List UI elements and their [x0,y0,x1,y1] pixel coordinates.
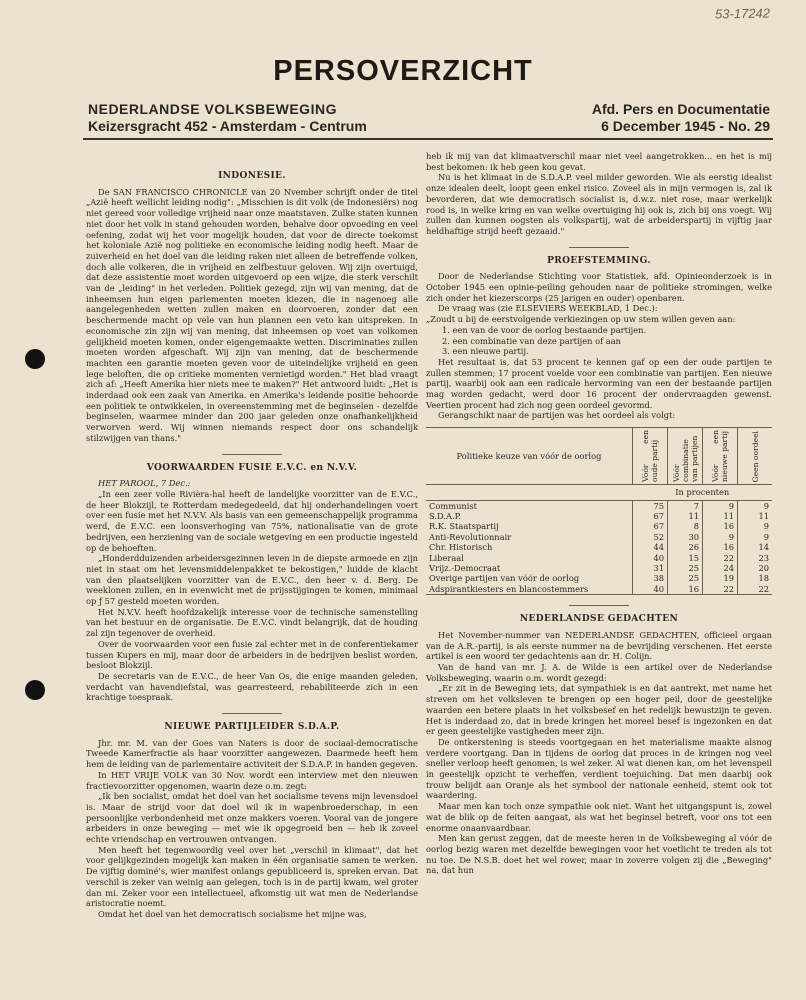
paragraph: „Honderdduizenden arbeidersgezinnen leven in de diepste armoede en zijn niet in staat om het levensmiddelenpakket te bekostigen," luidde de klacht van den plaatselijken voorzitter van de E.V.C., den heer v. d. Berg. De weeklonen zullen, en in evenwicht met de prijsstijgingen te komen, minimaal op ƒ 57 gesteld moeten worden. [86,553,418,607]
left-column [86,151,418,920]
source-line: HET PAROOL, 7 Dec.: [98,478,191,489]
cell: 18 [738,573,773,583]
table-header: Vóór een oude partij [633,428,668,485]
cell-party: Overige partijen van vóór de oorlog [429,573,580,584]
cell: 52 [633,532,668,542]
header-rule [83,138,773,140]
paragraph: Het November-nummer van NEDERLANDSE GEDACHTEN, officieel orgaan van de A.R.-partij, is als eerste nummer na de bevrijding verschenen. Het eerste artikel is een woord ter gedachtenis aan dr. H. Colijn. [426,629,772,662]
dept-block [592,101,770,135]
paragraph: „Er zit in de Beweging iets, dat sympathiek is en dat aantrekt, met name het streven om het volksleven te brengen op een hoger peil, door de geestelijke waarden een betere plaats in het volksbesef en het redelijk bewustzijn te geven. Het is inderdaad zo, dat in brede kringen het moreel besef is ingezonken en dat er geen geestelijke vastigheden meer zijn. [426,683,772,737]
cell-party: Communist [429,500,478,511]
cell: 40 [633,584,668,595]
paragraph: In HET VRIJE VOLK van 30 Nov. wordt een interview met den nieuwen fractievoorzitter opgenomen, waarin deze o.m. zegt: [86,769,418,791]
cell: 25 [668,563,703,573]
dept-name: Afd. Pers en Documentatie [591,101,770,117]
cell: 19 [703,573,738,583]
table-row [426,500,772,511]
section-title: INDONESIE. [218,171,286,181]
paragraph: Door de Nederlandse Stichting voor Statistiek, afd. Opinieonderzoek is in October 1945 een opinie-peiling gehouden naar de politieke stromingen, welke zich onder het kiezerscorps (25 jarigen en ouder) openbaren. [426,271,772,303]
paragraph: „Zoudt u bij de eerstvolgende verkiezingen op uw stem willen geven aan: [426,314,736,325]
section-title: VOORWAARDEN FUSIE E.V.C. en N.V.V. [146,462,358,473]
cell-party: R.K. Staatspartij [429,521,499,532]
punch-hole [25,349,45,369]
paragraph: Men heeft het tegenwoordig veel over het „verschil in klimaat", dat het voor gelijkgezinden mogelijk kan maken in één organisatie samen te werken. De vijftig dominé's, wier manifest onlangs gepubliceerd is, spreken ervan. Dat verschil is zeker van weinig aan gelegen, toch is in de partij kwam, wel groter dan mi. Zeker voor een intellectueel, afkomstig uit wat men de Nederlandse aristocratie noemt. [86,844,418,909]
right-column [426,151,772,876]
table-row [426,584,772,595]
list-item: 2. een combinatie van deze partijen of aan [442,335,622,346]
cell: 15 [668,553,703,563]
section-title: PROEFSTEMMING. [547,255,651,266]
list-item: 3. een nieuwe partij. [442,346,529,357]
cell: 67 [633,521,668,531]
cell: 9 [703,532,738,542]
paragraph: „Ik ben socialist, omdat het doel van het socialisme tevens mijn levensdoel is. Maar de strijd voor dat doel wil ik in wapenbroederschap, in een persoonlijke verbondenheid met onze makkers voeren. Vooral van de jongere arbeiders in onze beweging — met wie ik opgegroeid ben — heb ik zoveel echte vriendschap en vertrouwen ontvangen. [86,791,418,845]
cell: 67 [633,511,668,521]
paragraph: De SAN FRANCISCO CHRONICLE van 20 Nvember schrijft onder de titel „Azië heeft wellicht leiding nodig": „Misschien is dit volk (de Indonesiërs) nog niet gereed voor volledige vrijheid naar onze maatstaven. Zulke staten kunnen niet door het volk in stand gehouden worden, behalve door opvoeding en veel oefening, zodat wij het voor mogelijk houden, dat voor de directe toekomst het koloniale Azië nog politieke en economische leiding nodig heeft. Maar de zuiverheid en het doel van die leiding raken niet alleen de betreffende volken, doch alle volkeren, die in vrijheid en zelfbestuur geloven. Wij zijn overtuigd, dat deze assistentie moet worden uitgevoerd op een wijze, die sterk verschilt van de „leiding" in het verleden. Politiek gezegd, zijn wij van mening, dat de inheemsen hun eigen parlementen moeten kiezen, die in nagenoeg alle aangelegenheden wetten zullen maken en doorvoeren, zonder dat een beschermende macht op vele van hun plannen een veto kan uitspreken. In economische zin zijn wij van mening, dat inheemsen op voet van volkomen gelijkheid moeten komen, onder eigengemaakte wetten. Discriminaties zullen moeten worden afgeschaft. Wij zijn van mening, dat de beschermende machten een garantie moeten geven voor de uiteindelijke vrijheid en geen lege beloften, die op critieke momenten vernietigd worden." Het blad vraagt zich af: „Heeft Amerika hier niets mee te maken?" Het antwoord luidt: „Het is inderdaad ook een zaak van Amerika. en Amerika's leidende positie behoorde een politiek te ontwikkelen, in overeenstemming met de beginselen - dezelfde beginselen, waarmee minder dan 200 jaar geleden onze onafhankelijkheid verworven werd. Wij winnen niemands respect door ons schandelijk stilzwijgen van thans." [86,186,418,443]
cell: 22 [703,553,738,563]
cell-party: Chr. Historisch [429,542,493,553]
cell: 26 [668,542,703,552]
table-header-party: Politieke keuze van vóór de oorlog [426,428,633,485]
cell: 30 [668,532,703,542]
paragraph: Van de hand van mr. J. A. de Wilde is een artikel over de Nederlandse Volksbeweging, waarin o.m. wordt gezegd: [426,662,772,683]
cell: 16 [703,542,738,552]
org-name: NEDERLANDSE VOLKSBEWEGING [88,101,337,117]
cell: 11 [738,511,773,521]
poll-table [426,427,772,595]
cell-party: Adspirantkiesters en blancostemmers [429,583,589,594]
paragraph: De vraag was (zie ELSEVIERS WEEKBLAD, 1 Dec.): [438,303,658,314]
list-item: 1. een van de voor de oorlog bestaande partijen. [442,324,647,335]
cell-party: Anti-Revolutionnair [429,531,512,542]
section-divider [222,454,282,455]
table-row [426,521,772,531]
paragraph: heb ik mij van dat klimaatverschil maar niet veel aangetrokken... en het is mij best bekomen: ik heb geen kou gevat. [426,151,772,172]
issue-date: 6 December 1945 - No. 29 [601,118,770,134]
cell: 44 [633,542,668,552]
cell-party: Vrijz.-Democraat [429,563,501,574]
options-list [426,325,772,357]
cell-party: Liberaal [429,552,464,563]
cell: 16 [668,584,703,595]
paragraph: Het resultaat is, dat 53 procent te kennen gaf op een der oude partijen te zullen stemmen; 17 procent voelde voor een combinatie van partijen. Een nieuwe partij, waarbij ook aan een radicale hervorming van een der bestaande partijen mag worden gedacht, werd door 16 procent der ondervraagden gewenst. Veertien procent had zich nog geen oordeel gevormd. [426,356,772,410]
cell: 25 [668,573,703,583]
cell: 20 [738,563,773,573]
paragraph: De ontkerstening is steeds voortgegaan en het materialisme maakte alsnog verdere voortgang. Dan in tijdens de oorlog dat proces in de kringen nog veel sneller verloop heeft genomen, is wel zeker. Al wat dienen kan, om het levenspeil in geestelijk opzicht te verheffen, verdient toejuiching. Dat men daarbij ook trouw belijdt aan Oranje als het symbool der nationale eenheid, stemt ook tot waardering. [426,736,772,801]
cell: 16 [703,521,738,531]
cell: 11 [668,511,703,521]
cell: 9 [703,500,738,511]
cell: 40 [633,553,668,563]
table-row [426,553,772,563]
cell: 22 [703,584,738,595]
cell: 75 [633,500,668,511]
section-divider [569,247,629,248]
cell: 9 [738,532,773,542]
table-row [426,532,772,542]
paragraph: Men kan gerust zeggen, dat de meeste heren in de Volksbeweging al vóór de oorlog bezig waren met dezelfde bewegingen voor het voetlicht te treden als tot nu toe. De N.S.B. doet het wel rower, maar in zoverre volgen zij die „Beweging" na, dat hun [426,833,772,876]
paragraph: Omdat het doel van het democratisch socialisme het mijne was, [98,909,367,919]
table-unit: In procenten [633,485,773,500]
paragraph: „In een zeer volle Rivièra-hal heeft de landelijke voorzitter van de E.V.C., de heer Blokzijl, te Rotterdam medegedeeld, dat hij onderhandelingen voert over een fusie met het N.V.V. Als basis van een gemeenschappelijk programma werd, de E.V.C. een loonsverhoging van 75%, nationalisatie van de grote bedrijven, een herziening van de sociale wetgeving en een productie ingesteld op de behoeften. [86,488,418,553]
cell: 24 [703,563,738,573]
table-row [426,573,772,583]
table-row [426,511,772,521]
section-divider [222,713,282,714]
paragraph: Jhr. mr. M. van der Goes van Naters is door de sociaal-democratische Tweede Kamerfractie als haar voorzitter aangewezen. Daarmede heeft hem hem de leiding van de parlementaire activiteit der S.D.A.P. in handen gegeven. [86,737,418,770]
section-title: NIEUWE PARTIJLEIDER S.D.A.P. [164,722,340,733]
cell: 11 [703,511,738,521]
cell: 8 [668,521,703,531]
archive-stamp: 53-17242 [714,5,771,22]
section-divider [569,605,629,606]
table-header: Vóór een nieuwe partij [703,428,738,485]
paragraph: Nu is het klimaat in de S.D.A.P. veel milder geworden. Wie als eerstig idealist onze idealen deelt, loopt geen enkel risico. Zoveel als in mijn vermogen is, zal ik bevorderen, dat wie democratisch socialist is, d.w.z. niet rose, maar werkelijk rood is, in welke kring en van welke overtuiging hij ook is, zich bij ons voegt. Wij zullen dan kunnen oogsten als volkspartij, wat de arbeiderspartij in vijftig jaar heldhaftige strijd heeft gezaaid." [426,172,772,236]
section-title: NEDERLANDSE GEDACHTEN [519,614,679,625]
masthead-title: PERSOVERZICHT [273,55,533,87]
paragraph: Maar men kan toch onze sympathie ook niet. Want het uitgangspunt is, zowel wat de blik op de feiten aangaat, als wat het beginsel betreft, voor ons tot een enorme onaanvaardbaar. [426,801,772,833]
punch-hole [25,680,45,700]
table-row [426,542,772,552]
cell: 31 [633,563,668,573]
cell: 22 [738,584,773,595]
cell: 23 [738,553,773,563]
paragraph: Over de voorwaarden voor een fusie zal echter met in de conferentiekamer tussen Kupers en mij, maar door de arbeiders in de bedrijven beslist worden, besloot Blokzijl. [86,638,418,671]
table-row [426,563,772,573]
paragraph: Gerangschikt naar de partijen was het oordeel als volgt: [438,410,676,421]
cell: 7 [668,500,703,511]
paragraph: Het N.V.V. heeft hoofdzakelijk interesse voor de technische samenstelling van het bestuur en de organisatie. De E.V.C. vindt belangrijk, dat de houding zal zijn tegenover de overheid. [86,606,418,639]
cell: 14 [738,542,773,552]
org-block [88,101,367,135]
cell: 38 [633,573,668,583]
cell: 9 [738,521,773,531]
table-header: Geen oordeel [738,428,773,485]
org-address: Keizersgracht 452 - Amsterdam - Centrum [88,118,367,134]
cell: 9 [738,500,773,511]
table-header: Vóór combinatie van partijen [668,428,703,485]
cell-party: S.D.A.P. [429,510,462,521]
paragraph: De secretaris van de E.V.C., de heer Van Os, die enige maanden geleden, verdacht van havendiefstal, was gearresteerd, rehabiliteerde zich in een krachtige toespraak. [86,670,418,703]
